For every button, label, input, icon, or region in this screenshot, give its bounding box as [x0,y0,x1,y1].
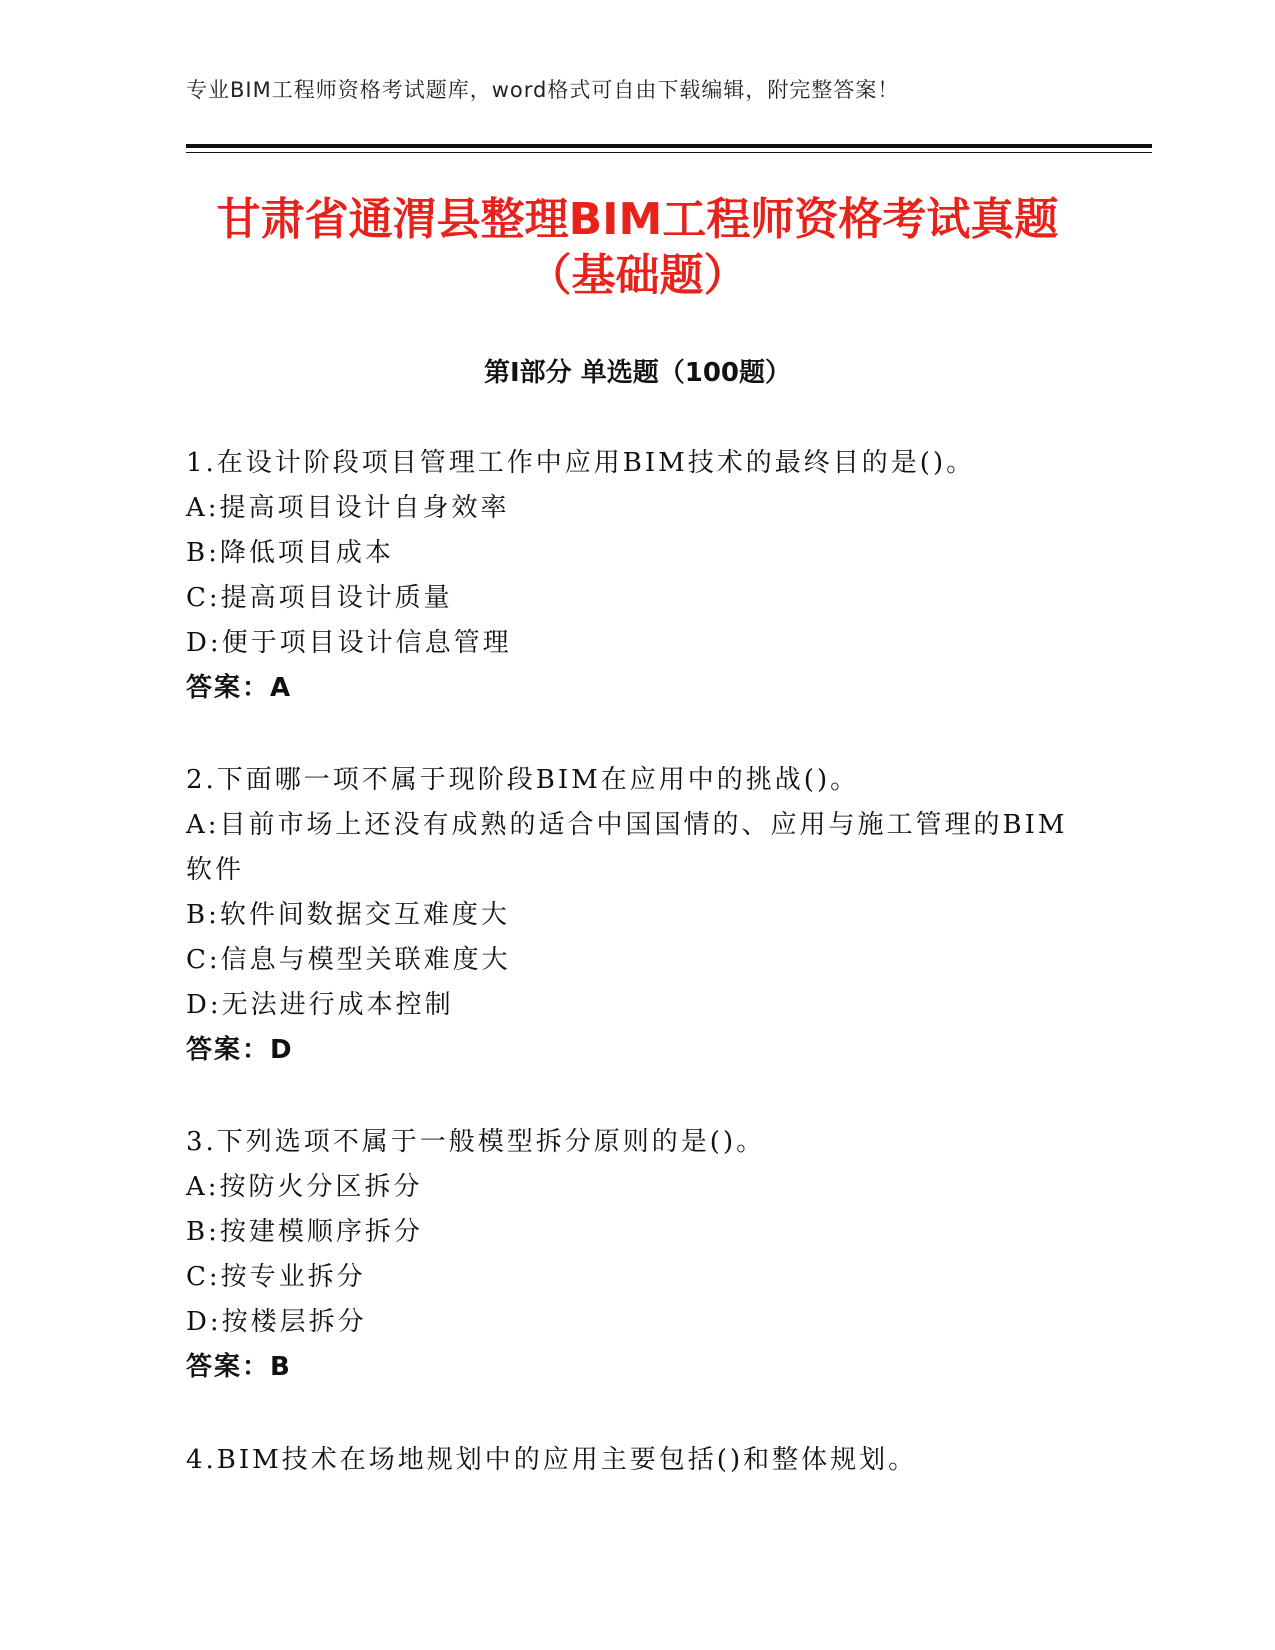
question-1 [186,441,1086,711]
option-b: B:按建模顺序拆分 [186,1217,423,1247]
question-stem: 2.下面哪一项不属于现阶段BIM在应用中的挑战()。 [186,765,860,795]
document-title [0,192,1275,304]
question-3 [186,1120,1086,1390]
option-c: C:信息与模型关联难度大 [186,945,511,975]
option-b: B:降低项目成本 [186,538,394,568]
option-c: C:按专业拆分 [186,1262,366,1292]
answer: 答案：A [186,673,293,703]
header-rule-thick [186,144,1152,148]
answer: 答案：B [186,1352,292,1382]
question-stem: 3.下列选项不属于一般模型拆分原则的是()。 [186,1127,766,1157]
option-b: B:软件间数据交互难度大 [186,900,510,930]
question-stem: 4.BIM技术在场地规划中的应用主要包括()和整体规划。 [186,1445,918,1475]
question-4 [186,1438,1086,1483]
option-c: C:提高项目设计质量 [186,583,453,613]
answer: 答案：D [186,1035,294,1065]
option-d: D:便于项目设计信息管理 [186,628,512,658]
title-line-2: （基础题） [527,250,748,301]
option-a: A:目前市场上还没有成熟的适合中国国情的、应用与施工管理的BIM软件 [186,810,1068,885]
question-2 [186,758,1086,1073]
title-line-1: 甘肃省通渭县整理BIM工程师资格考试真题 [216,194,1059,245]
header-note: 专业BIM工程师资格考试题库，word格式可自由下载编辑，附完整答案！ [186,78,900,102]
section-heading: 第Ⅰ部分 单选题（100题） [484,358,791,388]
option-d: D:按楼层拆分 [186,1307,367,1337]
option-a: A:按防火分区拆分 [186,1172,423,1202]
option-a: A:提高项目设计自身效率 [186,493,510,523]
question-stem: 1.在设计阶段项目管理工作中应用BIM技术的最终目的是()。 [186,448,976,478]
option-d: D:无法进行成本控制 [186,990,454,1020]
header-rule-thin [186,152,1152,153]
